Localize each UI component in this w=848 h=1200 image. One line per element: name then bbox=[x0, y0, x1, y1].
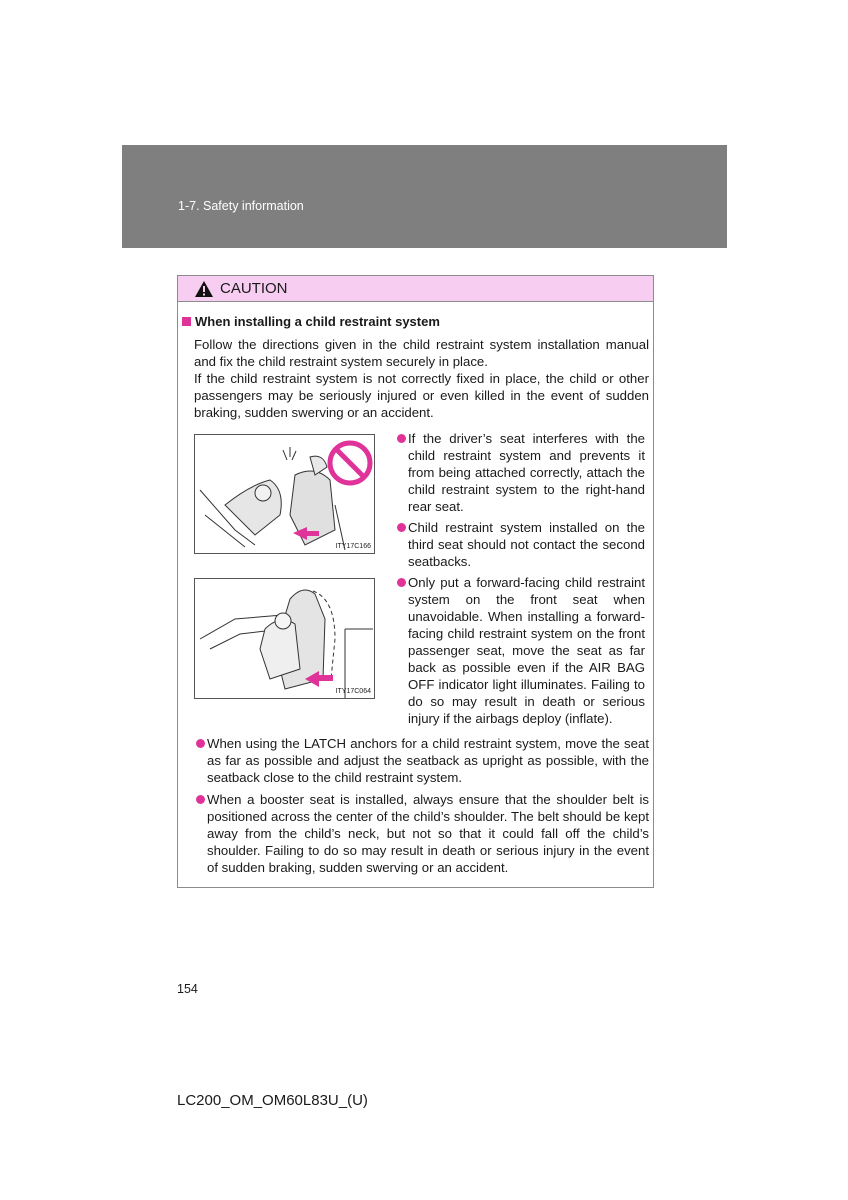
page-number: 154 bbox=[177, 982, 198, 996]
section-label: 1-7. Safety information bbox=[178, 199, 304, 213]
bullet-item: Child restraint system installed on the third seat should not contact the second seatbacks. bbox=[397, 519, 645, 570]
warning-triangle-icon bbox=[194, 280, 214, 298]
figure-front-seat-forward-facing bbox=[194, 578, 375, 699]
pink-bullet-icon bbox=[397, 523, 406, 532]
illustration-rear-facing-seat bbox=[195, 435, 374, 553]
caution-box bbox=[177, 275, 654, 888]
bullet-item: Only put a forward-facing child restraint system on the front seat when unavoidable. When installing a forward-facing child restraint system on the front passenger seat, move the seat as far back as possible even if the AIR BAG OFF indicator light illuminates. Failing to do so may result in death or serious injury if the airbags deploy (inflate). bbox=[397, 574, 645, 727]
bullet-item: If the driver’s seat interferes with the child restraint system and prevents it from being attached correctly, attach the child restraint system to the right-hand rear seat. bbox=[397, 430, 645, 515]
caution-heading bbox=[182, 314, 440, 329]
paragraph-injury-warning: If the child restraint system is not correctly fixed in place, the child or other passengers may be seriously injured or even killed in the event of sudden braking, sudden swerving or an accident. bbox=[194, 371, 649, 420]
pink-bullet-icon bbox=[196, 739, 205, 748]
caution-header bbox=[178, 276, 653, 302]
illustration-forward-facing-seat bbox=[195, 579, 374, 698]
document-code: LC200_OM_OM60L83U_(U) bbox=[177, 1092, 368, 1109]
paragraph-install-directions: Follow the directions given in the child restraint system installation manual and fix the child restraint system securely in place. bbox=[194, 337, 649, 369]
pink-bullet-icon bbox=[397, 578, 406, 587]
header-band bbox=[122, 145, 727, 248]
figure-driver-seat-interference bbox=[194, 434, 375, 554]
caution-heading-text: When installing a child restraint system bbox=[195, 314, 440, 329]
pink-bullet-icon bbox=[196, 795, 205, 804]
caution-title: CAUTION bbox=[220, 280, 288, 297]
figure-code: ITY17C166 bbox=[335, 543, 371, 550]
square-bullet-icon bbox=[182, 317, 191, 326]
pink-bullet-icon bbox=[397, 434, 406, 443]
figure-code: ITY17C064 bbox=[335, 688, 371, 695]
bullet-item: When using the LATCH anchors for a child restraint system, move the seat as far as possible and adjust the seatback as upright as possible, with the seatback close to the child restraint system. bbox=[196, 735, 649, 786]
prohibition-icon bbox=[330, 443, 370, 483]
bullet-item: When a booster seat is installed, always ensure that the shoulder belt is positioned across the center of the child’s shoulder. The belt should be kept away from the child’s neck, but not so that it could fall off the child’s shoulder. Failing to do so may result in death or serious injury in the event of sudden braking, sudden swerving or an accident. bbox=[196, 791, 649, 876]
